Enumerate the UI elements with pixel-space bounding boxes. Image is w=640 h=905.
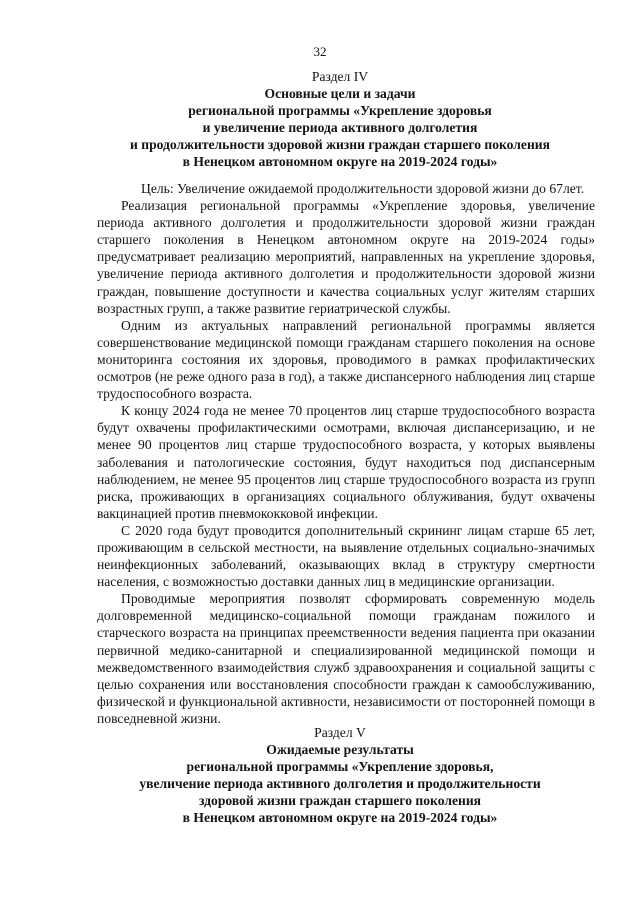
section-4-title-line-2: региональной программы «Укрепление здоровья xyxy=(188,103,492,118)
section-4-title-line-5: в Ненецком автономном округе на 2019-2024 годы» xyxy=(182,154,498,169)
paragraph-1: Реализация региональной программы «Укрепление здоровья, увеличение периода активного долголетия и продолжительности здоровой жизни граждан старшего поколения в Ненецком автономном округе на 2019-2024 годы» предусматривает реализацию мероприятий, направленных на укрепление здоровья, увеличение периода активного долголетия и продолжительности здоровой жизни граждан, повышение доступности и качества социальных услуг жителям старших возрастных групп, а также развитие гериатрической службы. xyxy=(97,198,595,316)
section-5-title-line-1: Ожидаемые результаты xyxy=(266,742,414,757)
section-5-title-line-2: региональной программы «Укрепление здоровья, xyxy=(186,759,494,774)
section-4-label: Раздел IV xyxy=(311,69,369,84)
section-5-title-line-3: увеличение периода активного долголетия и продолжительности xyxy=(139,776,541,791)
section-4-heading xyxy=(80,68,600,170)
paragraph-5: Проводимые мероприятия позволят сформировать современную модель долговременной медицинско-социальной помощи гражданам пожилого и старческого возраста на принципах преемственности ведения пациента при оказании первичной медико-санитарной и специализированной медицинской помощи и межведомственного взаимодействия служб здравоохранения и социальной защиты с целью сохранения или восстановления способности граждан к самообслуживанию, физической и функциональной активности, независимости от посторонней помощи в повседневной жизни. xyxy=(97,591,595,726)
section-5-label: Раздел V xyxy=(314,725,366,740)
goal-statement: Цель: Увеличение ожидаемой продолжительности здоровой жизни до 67лет. xyxy=(141,181,585,196)
paragraph-4: С 2020 года будут проводится дополнительный скрининг лицам старше 65 лет, проживающим в сельской местности, на выявление отдельных социально-значимых неинфекционных заболеваний, оказывающих вклад в структуру смертности населения, с возможностью доставки данных лиц в медицинские организации. xyxy=(97,522,595,590)
section-5-heading xyxy=(80,724,600,826)
section-5-title-line-5: в Ненецком автономном округе на 2019-2024 годы» xyxy=(182,810,498,825)
section-4-title-line-3: и увеличение периода активного долголетия xyxy=(202,120,478,135)
page-number: 32 xyxy=(313,44,327,59)
paragraph-2: Одним из актуальных направлений региональной программы является совершенствование медицинской помощи гражданам старшего поколения на основе мониторинга состояния их здоровья, проводимого в рамках профилактических осмотров (не реже одного раза в год), а также диспансерного наблюдения лиц старше трудоспособного возраста. xyxy=(97,317,595,402)
section-4-title-line-1: Основные цели и задачи xyxy=(264,86,416,101)
paragraph-3: К концу 2024 года не менее 70 процентов лиц старше трудоспособного возраста будут охвачены профилактическими осмотрами, включая диспансеризацию, и не менее 90 процентов лиц старше трудоспособного возраста, у которых выявлены заболевания и патологические состояния, будут находиться под диспансерным наблюдением, не менее 95 процентов лиц старше трудоспособного возраста из групп риска, проживающих в организациях социального облуживания, будут охвачены вакцинацией против пневмококковой инфекции. xyxy=(97,403,595,521)
section-4-body xyxy=(97,180,595,727)
section-4-title-line-4: и продолжительности здоровой жизни граждан старшего поколения xyxy=(130,137,550,152)
section-5-title-line-4: здоровой жизни граждан старшего поколения xyxy=(198,793,482,808)
